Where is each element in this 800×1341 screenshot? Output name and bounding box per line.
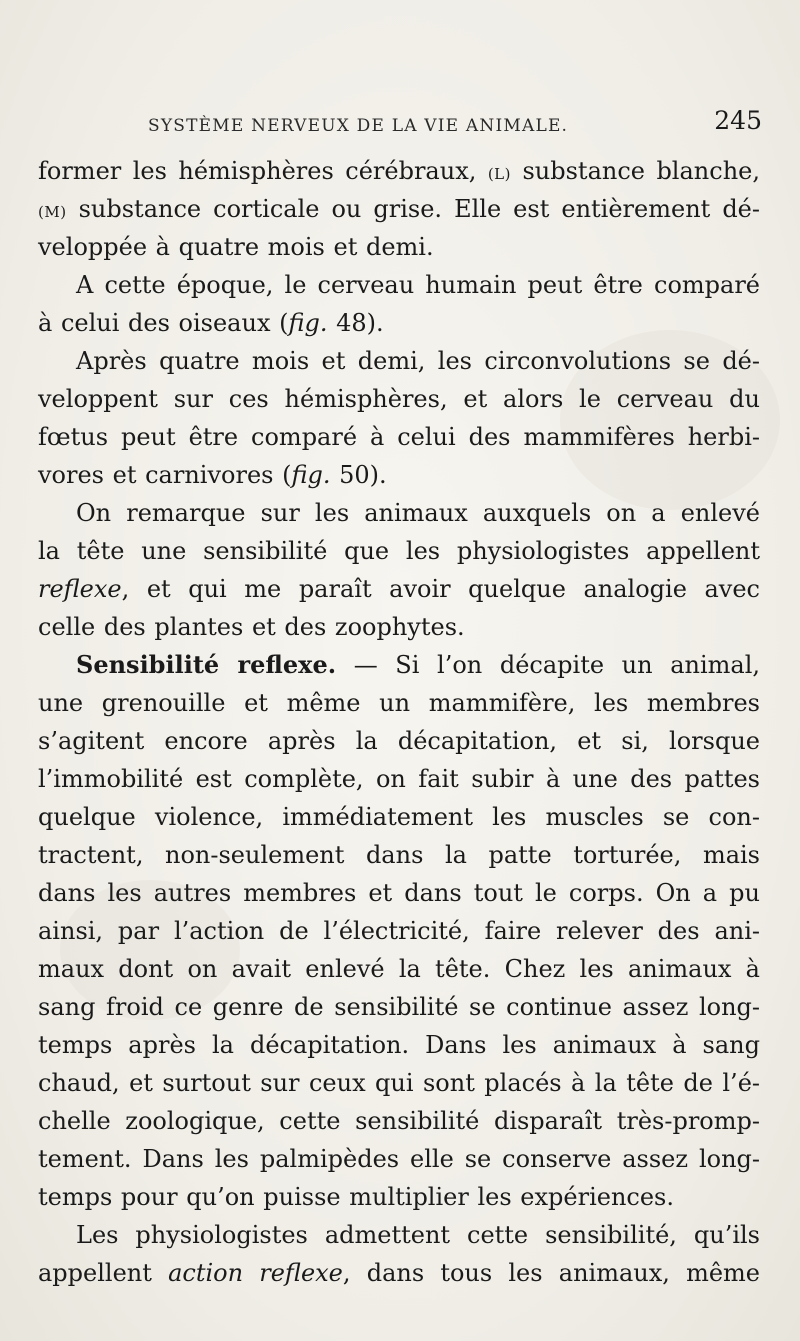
text-line: chelle zoologique, cette sensibilité disparaît très-promp- — [38, 1107, 760, 1135]
text-line: s’agitent encore après la décapitation, et si, lorsque — [38, 727, 760, 755]
text-line: temps pour qu’on puisse multiplier les expériences. — [38, 1183, 674, 1211]
text-line: temps après la décapitation. Dans les animaux à sang — [38, 1031, 760, 1059]
text-line: sang froid ce genre de sensibilité se continue assez long- — [38, 993, 760, 1021]
running-title: SYSTÈME NERVEUX DE LA VIE ANIMALE. — [148, 116, 569, 136]
text-line: Sensibilité reflexe. — Si l’on décapite un animal, — [76, 650, 761, 679]
text-line: former les hémisphères cérébraux, (L) substance blanche, — [38, 157, 760, 185]
text-line: tractent, non-seulement dans la patte torturée, mais — [38, 841, 760, 869]
text-line: celle des plantes et des zoophytes. — [38, 613, 465, 641]
text-line: appellent action reflexe, dans tous les animaux, même — [38, 1259, 761, 1287]
text-line: dans les autres membres et dans tout le corps. On a pu — [38, 879, 760, 907]
text-line: veloppent sur ces hémisphères, et alors le cerveau du — [38, 385, 760, 413]
text-line: reflexe, et qui me paraît avoir quelque analogie avec — [38, 575, 760, 603]
body-text — [38, 152, 760, 1292]
page-header — [148, 102, 768, 142]
text-line: chaud, et surtout sur ceux qui sont placés à la tête de l’é- — [38, 1069, 760, 1097]
section-heading: Sensibilité reflexe. — [76, 650, 337, 679]
text-line: (M) substance corticale ou grise. Elle est entièrement dé- — [38, 195, 760, 223]
text-line: Les physiologistes admettent cette sensibilité, qu’ils — [76, 1221, 760, 1249]
text-line: A cette époque, le cerveau humain peut être comparé — [76, 271, 760, 299]
italic-term: action reflexe — [168, 1259, 343, 1287]
text-line: quelque violence, immédiatement les muscles se con- — [38, 803, 760, 831]
figure-reference: fig. — [291, 461, 331, 489]
text-line: à celui des oiseaux (fig. 48). — [38, 309, 384, 337]
text-line: Après quatre mois et demi, les circonvolutions se dé- — [76, 347, 760, 375]
text-line: ainsi, par l’action de l’électricité, faire relever des ani- — [38, 917, 760, 945]
page-number: 245 — [714, 106, 762, 135]
text-line: une grenouille et même un mammifère, les membres — [38, 689, 760, 717]
italic-term: reflexe — [38, 575, 122, 603]
text-line: tement. Dans les palmipèdes elle se conserve assez long- — [38, 1145, 760, 1173]
text-line: On remarque sur les animaux auxquels on a enlevé — [76, 499, 760, 527]
figure-reference: fig. — [288, 309, 328, 337]
text-line: maux dont on avait enlevé la tête. Chez les animaux à — [38, 955, 760, 983]
text-line: vores et carnivores (fig. 50). — [38, 461, 387, 489]
text-line: veloppée à quatre mois et demi. — [38, 233, 434, 261]
text-line: fœtus peut être comparé à celui des mammifères herbi- — [38, 423, 760, 451]
text-line: la tête une sensibilité que les physiologistes appellent — [38, 537, 760, 565]
text-line: l’immobilité est complète, on fait subir à une des pattes — [38, 765, 760, 793]
